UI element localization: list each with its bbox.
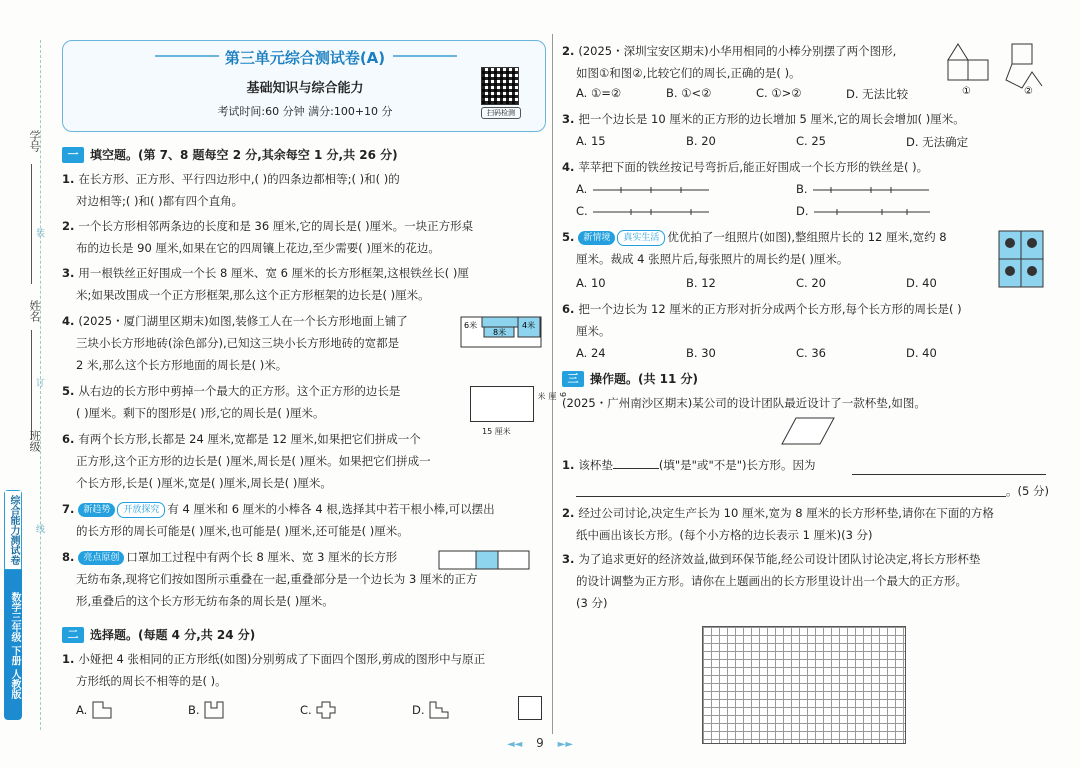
q5-photo-grid xyxy=(998,230,1044,288)
s2-q5-option-b[interactable]: B. 12 xyxy=(686,276,716,290)
section-3-number: 三 xyxy=(562,371,584,387)
s2-question-2: 2. (2025・深圳宝安区期末)小华用相同的小棒分别摆了两个图形, 如图①和图②,比较它们的周长,正确的是( )。 xyxy=(562,44,897,80)
exam-title: 第三单元综合测试卷(A) xyxy=(224,49,386,67)
s3-q1-blank-3[interactable] xyxy=(576,496,1006,497)
q2-circle-2: ② xyxy=(1024,86,1033,97)
s1-question-1: 1. 在长方形、正方形、平行四边形中,( )的四条边都相等;( )和( )的 对边相等;( )和( )都有四个直角。 xyxy=(62,172,400,208)
section-1-header xyxy=(62,146,398,163)
coaster-parallelogram xyxy=(780,416,836,446)
qr-code-icon xyxy=(481,67,519,105)
next-arrow-icon: ►► xyxy=(557,739,574,750)
s1-question-2: 2. 一个长方形相邻两条边的长度和是 36 厘米,它的周长是( )厘米。一块正方形桌 布的边长是 90 厘米,如果在它的四周镶上花边,至少需要( )厘米的花边。 xyxy=(62,219,474,255)
s3-question-3: 3. 为了追求更好的经济效益,做到环保节能,经公司设计团队讨论决定,将长方形杯垫 的设计调整为正方形。请你在上题画出的长方形里设计出一个最大的正方形。 (3 分) xyxy=(562,552,981,610)
s2-q5-option-d[interactable]: D. 40 xyxy=(906,276,937,290)
s2-q4-option-b[interactable]: B. xyxy=(796,182,1016,196)
tag-real-life: 真实生活 xyxy=(617,230,665,246)
s2-q3-option-c[interactable]: C. 25 xyxy=(796,134,826,148)
s3-intro: (2025・广州南沙区期末)某公司的设计团队最近设计了一款杯垫,如图。 xyxy=(562,396,926,410)
q5-rectangle-figure xyxy=(470,386,534,422)
s3-q1-blank-1[interactable] xyxy=(613,468,659,469)
s2-q1-options xyxy=(76,700,546,720)
binding-mark-1: 装 xyxy=(34,228,44,237)
class-label: 班级 xyxy=(28,430,41,452)
s2-q2-options xyxy=(576,86,976,102)
s2-q5-option-c[interactable]: C. 20 xyxy=(796,276,826,290)
page-number: 9 xyxy=(536,736,544,750)
s2-q3-option-b[interactable]: B. 20 xyxy=(686,134,716,148)
section-1-title: 填空题。(第 7、8 题每空 2 分,其余每空 1 分,共 26 分) xyxy=(90,148,398,162)
s2-q4-option-d[interactable]: D. xyxy=(796,204,1016,218)
shape-a-icon xyxy=(91,700,113,720)
q2-circle-1: ① xyxy=(962,86,971,97)
s2-q4-option-c[interactable]: C. xyxy=(576,204,796,218)
s1-question-3: 3. 用一根铁丝正好围成一个长 8 厘米、宽 6 厘米的长方形框架,这根铁丝长( )厘 米;如果改围成一个正方形框架,那么这个正方形框架的边长是( )厘米。 xyxy=(62,266,469,302)
s2-question-1: 1. 小娅把 4 张相同的正方形纸(如图)分别剪成了下面四个图形,剪成的图形中与原正 方形纸的周长不相等的是( )。 xyxy=(62,652,486,688)
exam-info: 考试时间:60 分钟 满分:100+10 分 xyxy=(217,105,393,118)
student-name-label: 姓名 xyxy=(28,300,41,322)
s2-q6-option-b[interactable]: B. 30 xyxy=(686,346,716,360)
s2-q1-option-a[interactable]: A. xyxy=(76,700,188,720)
s2-question-6: 6. 把一个边长为 12 厘米的正方形对折分成两个长方形,每个长方形的周长是( ) 厘米。 xyxy=(562,302,962,338)
s2-q4-option-a[interactable]: A. xyxy=(576,182,796,196)
section-2-number: 二 xyxy=(62,627,84,643)
spine-series: 综合能力测试卷 xyxy=(4,490,22,570)
q4-label-8m: 8米 xyxy=(493,328,507,337)
wire-b xyxy=(811,186,931,194)
s2-q1-original-square xyxy=(518,696,542,720)
s3-question-1: 1. 该杯垫 (填"是"或"不是")长方形。因为 xyxy=(562,458,816,472)
page-footer xyxy=(0,736,1080,750)
binding-mark-2: 订 xyxy=(34,378,44,387)
tag-open-explore: 开放探究 xyxy=(117,502,165,518)
s2-q1-option-b[interactable]: B. xyxy=(188,700,300,720)
s2-question-3: 3. 把一个边长是 10 厘米的正方形的边长增加 5 厘米,它的周长会增加( )厘米。 xyxy=(562,112,965,126)
s2-q4-option-row-1 xyxy=(576,182,1046,196)
column-divider xyxy=(552,34,553,734)
s2-q6-option-d[interactable]: D. 40 xyxy=(906,346,937,360)
s2-q2-option-b[interactable]: B. ①<② xyxy=(666,86,712,100)
s3-question-2: 2. 经过公司讨论,决定生产长为 10 厘米,宽为 8 厘米的长方形杯垫,请你在下面的方格 纸中画出该长方形。(每个小方格的边长表示 1 厘米)(3 分) xyxy=(562,506,994,542)
s3-q1-score: 。(5 分) xyxy=(1006,484,1049,498)
left-column xyxy=(62,40,567,717)
shape-c-icon xyxy=(315,700,337,720)
s2-q5-option-a[interactable]: A. 10 xyxy=(576,276,606,290)
s2-q3-option-a[interactable]: A. 15 xyxy=(576,134,606,148)
section-3-header xyxy=(562,370,698,387)
q5-width-label: 15 厘米 xyxy=(482,427,511,436)
s2-q4-option-row-2 xyxy=(576,204,1046,218)
s3-q1-blank-2[interactable] xyxy=(852,474,1046,475)
wire-a xyxy=(591,186,711,194)
qr-label: 扫码检测 xyxy=(481,107,521,119)
title-box xyxy=(62,40,546,132)
s1-question-5: 5. 从右边的长方形中剪掉一个最大的正方形。这个正方形的边长是 ( )厘米。剩下的图形是( )形,它的周长是( )厘米。 xyxy=(62,384,401,420)
q8-overlap-figure xyxy=(438,550,532,572)
s1-question-4: 4. (2025・厦门湖里区期末)如图,装修工人在一个长方形地面上铺了 三块小长方形地砖(涂色部分),已知这三块小长方形地砖的宽都是 2 米,那么这个长方形地面的周长是( )米。 xyxy=(62,314,408,372)
shape-b-icon xyxy=(203,700,225,720)
s2-q2-option-d[interactable]: D. 无法比较 xyxy=(846,87,909,101)
tag-new-situation: 新情境 xyxy=(578,231,615,245)
s1-question-6: 6. 有两个长方形,长都是 24 厘米,宽都是 12 厘米,如果把它们拼成一个 正方形,这个正方形的边长是( )厘米,周长是( )厘米。如果把它们拼成一 个长方形,长是( )厘米,宽是( )厘米,周长是( )厘米。 xyxy=(62,432,431,490)
section-3-title: 操作题。(共 11 分) xyxy=(590,372,699,386)
binding-mark-3: 线 xyxy=(34,524,44,533)
tag-new-trend: 新趋势 xyxy=(78,503,115,517)
wire-c xyxy=(591,208,711,216)
spine-subject: 数学三年级 下册 人教版 xyxy=(4,570,22,720)
s2-q6-option-c[interactable]: C. 36 xyxy=(796,346,826,360)
s2-q1-option-c[interactable]: C. xyxy=(300,700,412,720)
s2-q2-option-a[interactable]: A. ①=② xyxy=(576,86,622,100)
section-1-number: 一 xyxy=(62,147,84,163)
shape-d-icon xyxy=(428,700,450,720)
q4-label-4m: 4米 xyxy=(522,321,536,330)
s2-question-5: 5. 新情境 真实生活 优优拍了一组照片(如图),整组照片长的 12 厘米,宽约 8 厘米。裁成 4 张照片后,每张照片的周长约是( )厘米。 xyxy=(562,230,947,266)
drawing-grid-paper[interactable] xyxy=(702,626,906,744)
tag-original: 亮点原创 xyxy=(78,551,124,565)
student-number-line[interactable] xyxy=(31,164,32,284)
s2-q3-options xyxy=(576,134,1046,150)
s2-question-4: 4. 苹苹把下面的铁丝按记号弯折后,能正好围成一个长方形的铁丝是( )。 xyxy=(562,160,929,174)
book-spine xyxy=(4,490,22,720)
s1-question-7: 7. 新趋势 开放探究 有 4 厘米和 6 厘米的小棒各 4 根,选择其中若干根小棒,可以摆出 的长方形的周长可能是( )厘米,也可能是( )厘米,还可能是( )厘米。 xyxy=(62,502,495,538)
q4-label-6m: 6米 xyxy=(464,321,478,330)
s2-q2-option-c[interactable]: C. ①>② xyxy=(756,86,802,100)
s2-q6-option-a[interactable]: A. 24 xyxy=(576,346,606,360)
student-number-label: 学号 xyxy=(28,130,41,152)
exam-subtitle: 基础知识与综合能力 xyxy=(246,81,364,96)
wire-d xyxy=(812,208,932,216)
qr-code[interactable] xyxy=(481,67,521,119)
s2-q5-options xyxy=(576,276,996,290)
binding-margin xyxy=(0,0,58,768)
prev-arrow-icon: ◄◄ xyxy=(506,739,523,750)
section-2-header xyxy=(62,626,255,643)
class-line[interactable] xyxy=(31,380,32,420)
q5-height-label: 9 厘米 xyxy=(537,392,567,400)
s2-q6-options xyxy=(576,346,1046,360)
s2-q3-option-d[interactable]: D. 无法确定 xyxy=(906,135,969,149)
s1-question-8: 8. 亮点原创 口罩加工过程中有两个长 8 厘米、宽 3 厘米的长方形 无纺布条,现将它们按如图所示重叠在一起,重叠部分是一个边长为 3 厘米的正方 形,重叠后的这个长方形无纺布条的周长是( )厘米。 xyxy=(62,550,478,608)
s2-q1-option-d[interactable]: D. xyxy=(412,700,524,720)
q4-floor-figure xyxy=(460,316,544,350)
section-2-title: 选择题。(每题 4 分,共 24 分) xyxy=(90,628,256,642)
